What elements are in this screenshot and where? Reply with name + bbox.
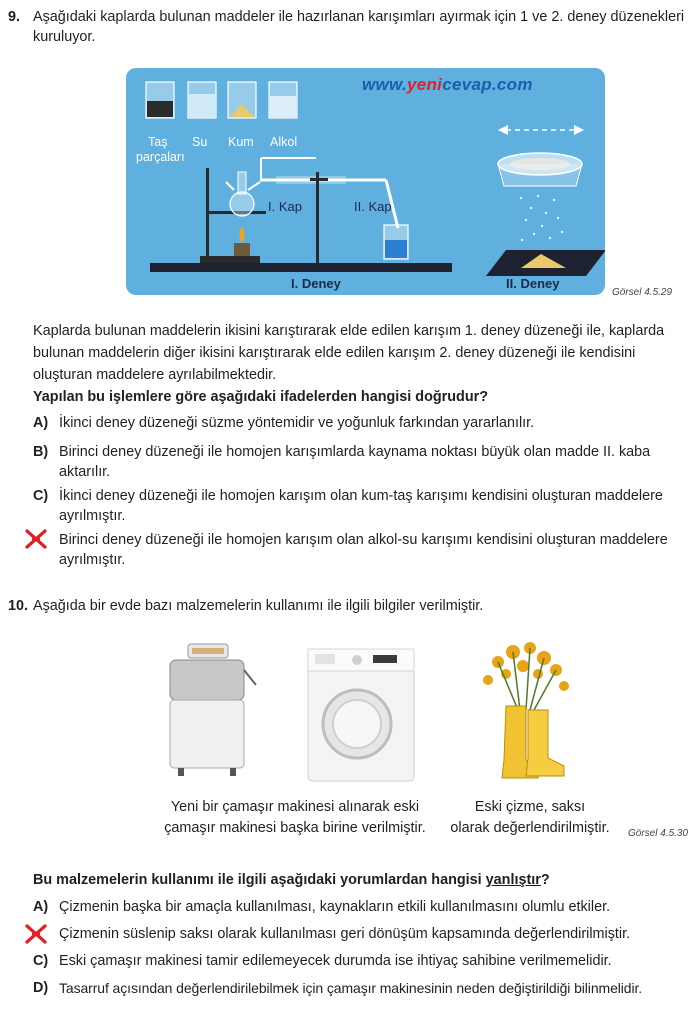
beaker-alcohol-icon <box>269 82 297 118</box>
distillation-flask <box>230 192 254 216</box>
question-9-intro-line1: Aşağıdaki kaplarda bulunan maddeler ile hazırlanan karışımları ayırmak için 1 ve 2. deney düzenekleri <box>33 9 685 25</box>
falling-sand <box>520 195 563 241</box>
caption-washing-machine: Yeni bir çamaşır makinesi alınarak eski çamaşır makinesi başka birine verilmiştir. <box>164 799 426 836</box>
label-water: Su <box>192 135 208 149</box>
lab-bench <box>150 263 452 272</box>
answer-mark-icon <box>24 528 48 550</box>
label-container-2: II. Kap <box>354 199 392 214</box>
old-washing-machine-image <box>166 640 258 780</box>
label-stones-line2: parçaları <box>136 150 185 164</box>
q9-question: Yapılan bu işlemlere göre aşağıdaki ifadelerden hangisi doğrudur? <box>33 389 489 405</box>
label-experiment-2: II. Deney <box>506 276 560 291</box>
double-arrow-icon <box>498 125 584 135</box>
question-9-intro-line2: kuruluyor. <box>33 29 96 45</box>
label-container-1: I. Kap <box>268 199 302 214</box>
question-9-number: 9. <box>8 9 21 25</box>
q9-paragraph-line2: bulunan maddelerin diğer ikisini karıştırarak elde edilen karışım 2. deney düzeneği ile kendisini <box>33 345 636 361</box>
experiment-illustration <box>126 68 605 295</box>
flame-icon <box>240 226 245 243</box>
label-sand: Kum <box>228 135 254 149</box>
q9-paragraph-line1: Kaplarda bulunan maddelerin ikisini karıştırarak elde edilen karışım 1. deney düzeneği ile, kaplarda <box>33 323 665 339</box>
new-washing-machine-image <box>307 648 415 782</box>
beaker-sand-icon <box>228 82 256 118</box>
question-10-number: 10. <box>8 598 29 614</box>
figure-caption-4-5-30: Görsel 4.5.30 <box>628 828 689 839</box>
q10-question: Bu malzemelerin kullanımı ile ilgili aşağıdaki yorumlardan hangisi yanlıştır? <box>33 872 550 888</box>
answer-mark-icon <box>24 923 48 945</box>
question-10-intro: Aşağıda bir evde bazı malzemelerin kullanımı ile ilgili bilgiler verilmiştir. <box>33 598 484 614</box>
label-experiment-1: I. Deney <box>291 276 341 291</box>
website-watermark: www.yenicevap.com <box>362 75 533 94</box>
beaker-water-icon <box>188 82 216 118</box>
label-stones: Taş <box>148 135 168 149</box>
sieve-icon <box>498 153 582 186</box>
experiment-figure <box>126 68 605 295</box>
boot-planter-image <box>468 640 578 785</box>
figure-caption-4-5-29: Görsel 4.5.29 <box>612 287 673 298</box>
q9-paragraph-line3: oluşturan maddelere ayrılabilmektedir. <box>33 367 277 383</box>
label-alcohol: Alkol <box>270 135 298 149</box>
caption-boot: Eski çizme, saksı olarak değerlendirilmiştir. <box>450 799 610 836</box>
beaker-stones-icon <box>146 82 174 118</box>
